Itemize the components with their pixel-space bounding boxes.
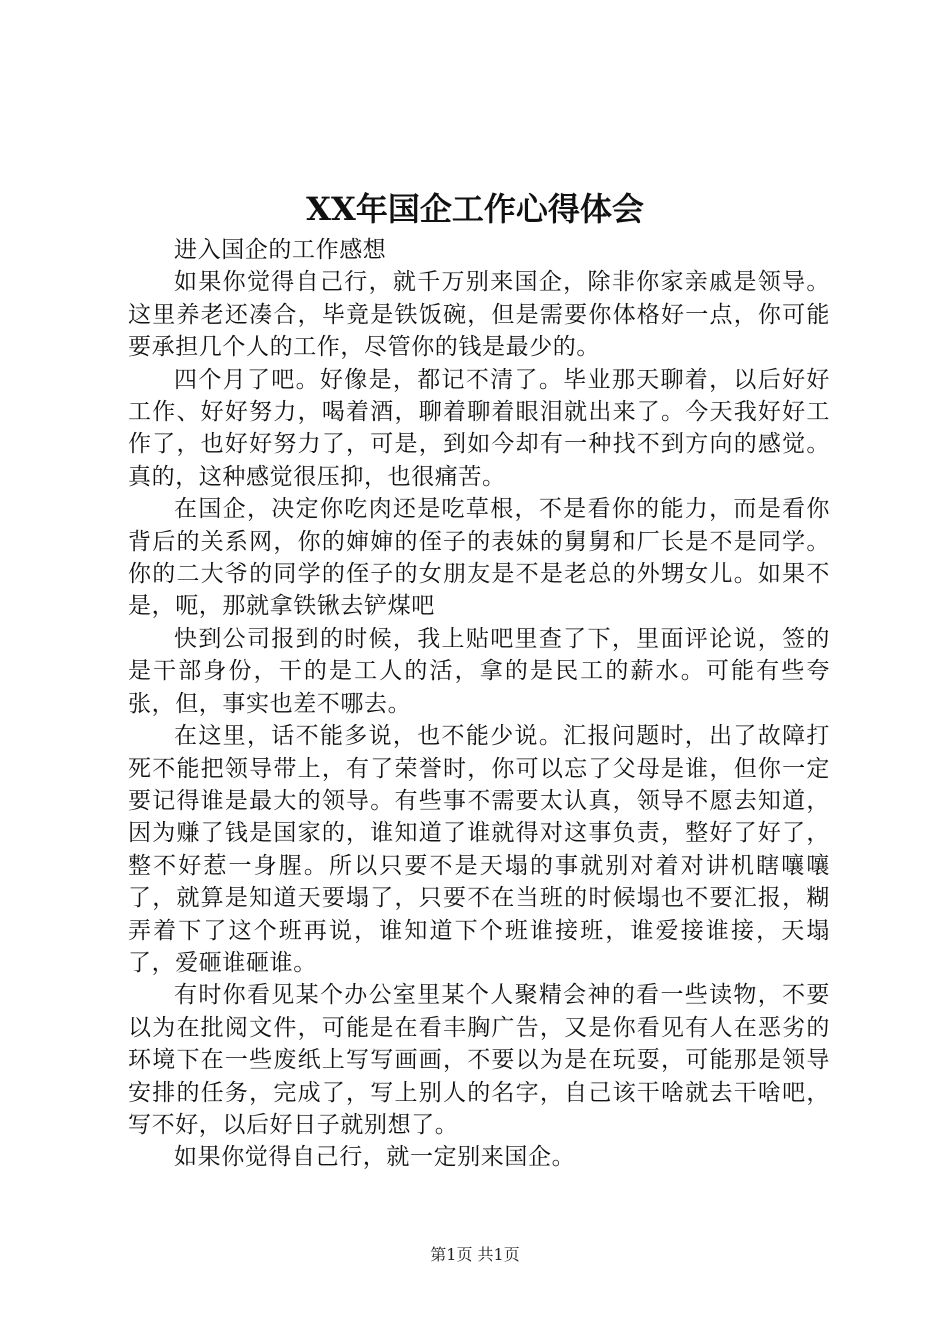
paragraph: 四个月了吧。好像是，都记不清了。毕业那天聊着，以后好好工作、好好努力，喝着酒，聊着聊着眼泪就出来了。今天我好好工作了，也好好努力了，可是，到如今却有一种找不到方向的感觉。真的，这种感觉很压抑，也很痛苦。 bbox=[128, 366, 830, 490]
paragraph-closing: 如果你觉得自己行，就一定别来国企。 bbox=[174, 1144, 576, 1171]
paragraph: 有时你看见某个办公室里某个人聚精会神的看一些读物，不要以为在批阅文件，可能是在看丰胸广告，又是你看见有人在恶劣的环境下在一些废纸上写写画画，不要以为是在玩耍，可能那是领导安排的任务，完成了，写上别人的名字，自己该干啥就去干啥吧，写不好，以后好日子就别想了。 bbox=[128, 982, 830, 1138]
paragraph: 在这里，话不能多说，也不能少说。汇报问题时，出了故障打死不能把领导带上，有了荣誉时，你可以忘了父母是谁，但你一定要记得谁是最大的领导。有些事不需要太认真，领导不愿去知道，因为赚了钱是国家的，谁知道了谁就得对这事负责，整好了好了，整不好惹一身腥。所以只要不是天塌的事就别对着对讲机瞎嚷嚷了，就算是知道天要塌了，只要不在当班的时候塌也不要汇报，糊弄着下了这个班再说，谁知道下个班谁接班，谁爱接谁接，天塌了，爱砸谁砸谁。 bbox=[128, 723, 830, 976]
paragraph: 如果你觉得自己行，就千万别来国企，除非你家亲戚是领导。这里养老还凑合，毕竟是铁饭碗，但是需要你体格好一点，你可能要承担几个人的工作，尽管你的钱是最少的。 bbox=[128, 269, 830, 361]
paragraph: 在国企，决定你吃肉还是吃草根，不是看你的能力，而是看你背后的关系网，你的婶婶的侄子的表妹的舅舅和厂长是不是同学。你的二大爷的同学的侄子的女朋友是不是老总的外甥女儿。如果不是，呃，那就拿铁锹去铲煤吧 bbox=[128, 496, 830, 620]
paragraph-subtitle: 进入国企的工作感想 bbox=[174, 237, 387, 263]
page-number-footer: 第1页 共1页 bbox=[430, 1245, 520, 1264]
paragraph: 快到公司报到的时候，我上贴吧里查了下，里面评论说，签的是干部身份，干的是工人的活，拿的是民工的薪水。可能有些夸张，但，事实也差不哪去。 bbox=[128, 625, 830, 717]
document-body bbox=[128, 234, 830, 1174]
document-title: XX年国企工作心得体会 bbox=[306, 190, 644, 228]
